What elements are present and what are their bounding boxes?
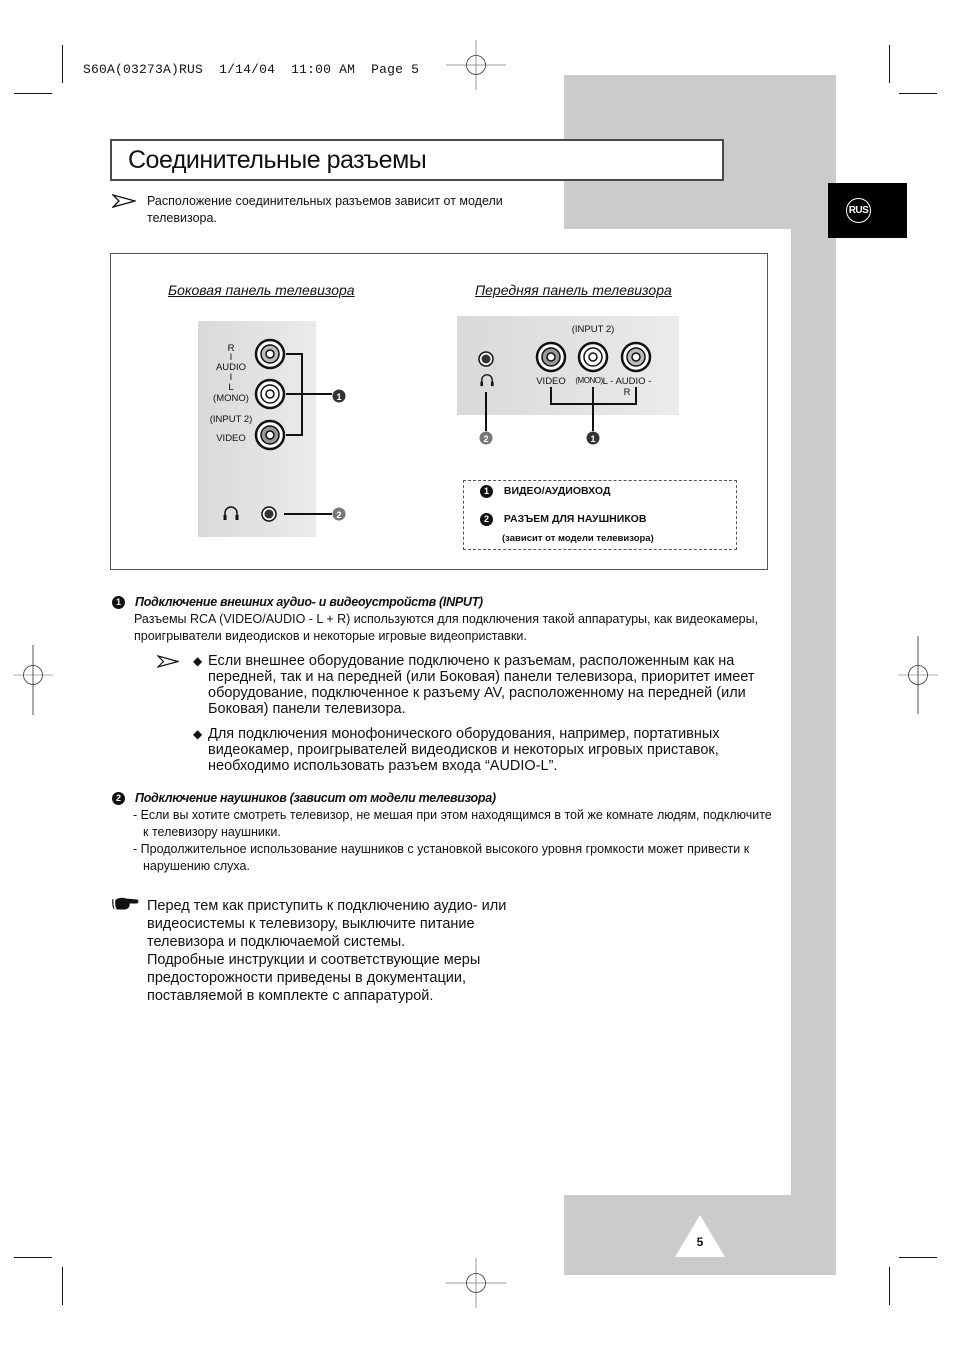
diamond-bullet-icon: ◆ [193, 654, 203, 668]
caution-note: Перед тем как приступить к подключению аудио- или видеосистемы к телевизору, выключите питание телевизора и подключаемой системы. Подробные инструкции и соответствующие меры предосторожности приведены в документации, поставляемой в комплекте с аппаратурой. [147, 898, 507, 1004]
front-label-input2: (INPUT 2) [571, 324, 615, 335]
section1-number-badge: 1 [112, 596, 125, 609]
front-label-mono: (MONO) [575, 376, 603, 385]
registration-mark-icon [446, 35, 506, 95]
diamond-bullet-icon: ◆ [193, 727, 203, 741]
legend-item-2: 2 РАЗЪЕМ ДЛЯ НАУШНИКОВ [480, 513, 646, 526]
side-panel-title: Боковая панель телевизора [168, 282, 355, 298]
section1-heading: Подключение внешних аудио- и видеоустройств (INPUT) [135, 595, 483, 609]
side-label-video: VIDEO [216, 433, 246, 444]
crop-mark [889, 1267, 890, 1305]
section2-item-1: - Если вы хотите смотреть телевизор, не мешая при этом находящимся в той же комнате людям, подключите к телевизору наушники. [133, 808, 772, 839]
front-panel-title: Передняя панель телевизора [475, 282, 672, 298]
side-label-sep: I [229, 372, 233, 383]
diagram-legend [463, 480, 737, 550]
legend-item-1: 1 ВИДЕО/АУДИОВХОД [480, 485, 610, 498]
side-label-r: R [227, 343, 235, 354]
print-time: 11:00 AM [291, 62, 356, 77]
language-tab [828, 183, 907, 238]
svg-text:2: 2 [336, 510, 342, 520]
section2-item-2: - Продолжительное использование наушников с установкой высокого уровня громкости может привести к нарушению слуха. [133, 842, 750, 873]
side-label-input2: (INPUT 2) [209, 414, 253, 425]
registration-mark-icon [888, 636, 948, 716]
side-label-l: L [228, 382, 234, 393]
front-connectors-icon [470, 335, 670, 450]
section1-note-1: Если внешнее оборудование подключено к разъемам, расположенным как на передней, так и на передней (или Боковая) панели телевизора, приоритет имеет оборудование, подключенное к разъему AV, расположенному на передней (или Боковая) панели телевизора. [208, 653, 755, 717]
section2-number-badge: 2 [112, 792, 125, 805]
side-label-audio: AUDIO [215, 362, 247, 373]
side-connectors-icon [250, 330, 360, 530]
section1-note-2: Для подключения монофонического оборудования, например, портативных видеокамер, проигрывателей видеодисков и некоторых игровых приставок, необходимо использовать разъем входа “AUDIO-L”. [208, 726, 720, 774]
svg-text:1: 1 [590, 434, 596, 444]
crop-mark [14, 1257, 52, 1258]
headphone-icon [479, 373, 495, 387]
legend-note: (зависит от модели телевизора) [502, 533, 654, 544]
side-label-sep: I [229, 352, 233, 363]
page-title: Соединительные разъемы [128, 146, 427, 174]
crop-mark [899, 93, 937, 94]
pointing-hand-icon [111, 896, 139, 912]
language-badge: RUS [846, 198, 871, 223]
print-header [67, 47, 419, 77]
svg-text:1: 1 [336, 392, 342, 402]
front-label-video: VIDEO [536, 376, 566, 387]
title-box [110, 139, 724, 181]
arrow-note-icon [112, 194, 136, 208]
headphone-icon [222, 505, 240, 521]
crop-mark [62, 1267, 63, 1305]
intro-note: Расположение соединительных разъемов зависит от модели телевизора. [147, 194, 503, 225]
print-date: 1/14/04 [219, 62, 276, 77]
crop-mark [899, 1257, 937, 1258]
crop-mark [889, 45, 890, 83]
svg-text:2: 2 [483, 434, 489, 444]
section2-heading: Подключение наушников (зависит от модели телевизора) [135, 791, 496, 805]
print-slug: S60A(03273A)RUS [83, 62, 204, 77]
arrow-note-icon [157, 655, 179, 668]
print-page: Page 5 [371, 62, 420, 77]
side-label-mono: (MONO) [213, 393, 249, 404]
crop-mark [62, 45, 63, 83]
front-label-audio: L - AUDIO - R [602, 376, 652, 398]
gray-band-strip [791, 228, 836, 1196]
section1-body: Разъемы RCA (VIDEO/AUDIO - L + R) используются для подключения такой аппаратуры, как видеокамеры, проигрыватели видеодисков и некоторые игровые видеоприставки. [134, 612, 759, 643]
page-number: 5 [696, 1235, 704, 1249]
registration-mark-icon [3, 645, 63, 725]
registration-mark-icon [446, 1253, 506, 1313]
crop-mark [14, 93, 52, 94]
